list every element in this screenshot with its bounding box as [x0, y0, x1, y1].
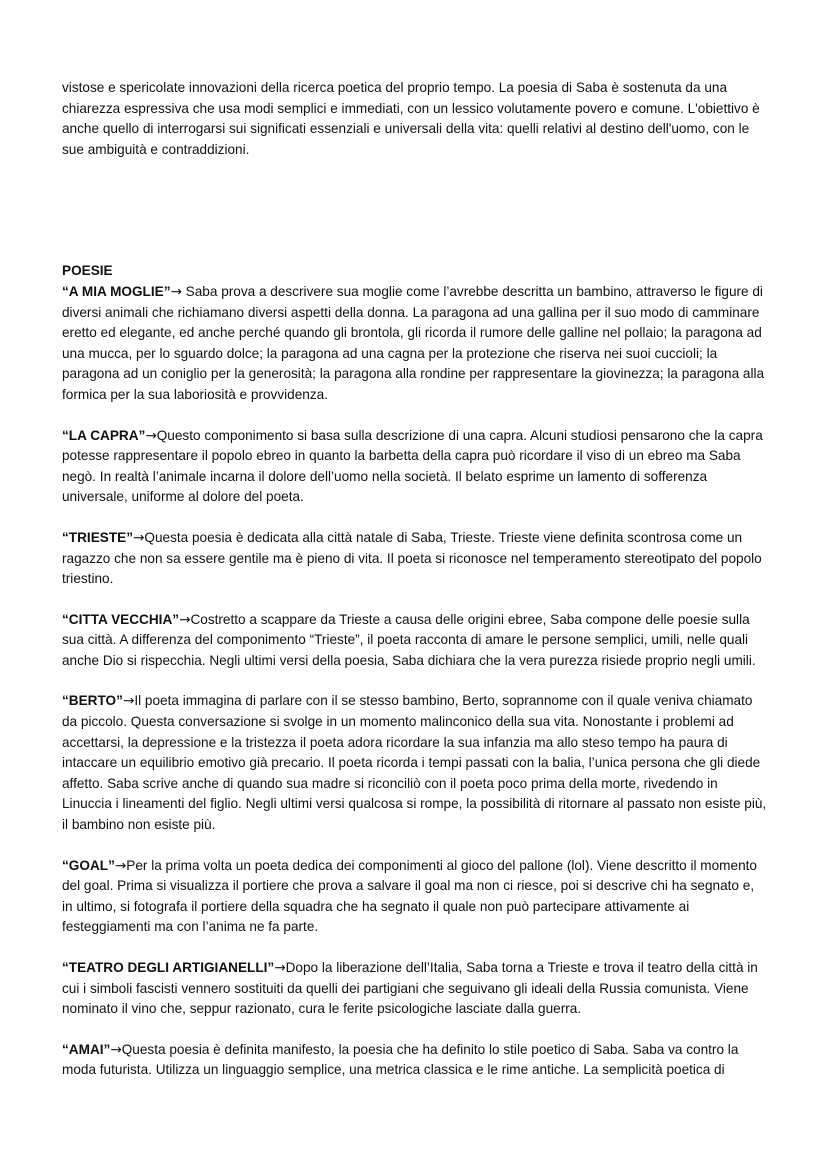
poem-entry: [62, 958, 768, 1020]
arrow-icon: →: [145, 427, 157, 444]
poem-title: “BERTO”: [62, 693, 123, 709]
poem-description: Dopo la liberazione dell’Italia, Saba torna a Trieste e trova il teatro della città in cui i simboli fascisti vennero sostituiti da quelli dei partigiani che seguivano gli ideali della Russia comunista. Viene nominato il vino che, seppur razionato, cura le ferite psicologiche lasciate dalla guerra.: [62, 960, 758, 1017]
poem-description: Questa poesia è dedicata alla città natale di Saba, Trieste. Trieste viene definita scontrosa come un ragazzo che non sa essere gentile ma è pieno di vita. Il poeta si riconosce nel temperamento stereotipato del popolo triestino.: [62, 529, 762, 587]
poem-title: “A MIA MOGLIE”: [62, 283, 171, 299]
intro-paragraph: vistose e spericolate innovazioni della ricerca poetica del proprio tempo. La poesia di Saba è sostenuta da una chiarezza espressiva che usa modi semplici e immediati, con un lessico volutamente povero e comune. L'obiettivo è anche quello di interrogarsi sui significati essenziali e universali della vita: quelli relativi al destino dell'uomo, con le sue ambiguità e contraddizioni.: [62, 80, 760, 157]
poem-entry: [62, 282, 768, 406]
poem-entry: [62, 856, 768, 938]
poem-title: “GOAL”: [62, 857, 115, 873]
poem-description: Questo componimento si basa sulla descrizione di una capra. Alcuni studiosi pensarono che la capra potesse rappresentare il popolo ebreo in quanto la barbetta della capra può ricordare il viso di un ebreo ma Saba negò. In realtà l’animale incarna il dolore dell’uomo nella società. Il belato esprime un lamento di sofferenza universale, uniforme al dolore del poeta.: [62, 427, 763, 505]
poem-description: Saba prova a descrivere sua moglie come l’avrebbe descritta un bambino, attraverso le figure di diversi animali che richiamano diversi aspetti della donna. La paragona ad una gallina per il suo modo di camminare eretto ed elegante, ed anche perché quando gli brontola, gli ricorda il rumore delle galline nel pollaio; la paragona ad una mucca, per lo sguardo dolce; la paragona ad una cagna per la protezione che riserva nei suoi cuccioli; la paragona ad un coniglio per la generosità; la paragona alla rondine per rappresentare la giovinezza; la paragona alla formica per la sua laboriosità e provvidenza.: [62, 283, 765, 402]
document-page: [62, 78, 768, 1101]
poem-description: Questa poesia è definita manifesto, la poesia che ha definito lo stile poetico di Saba. Saba va contro la moda futurista. Utilizza un linguaggio semplice, una metrica classica e le rime antiche. La semplicità poetica di: [62, 1041, 739, 1078]
poem-description: Costretto a scappare da Trieste a causa delle origini ebree, Saba compone delle poesie sulla sua città. A differenza del componimento “Trieste”, il poeta racconta di amare le persone semplici, umili, nelle quali anche Dio si rispecchia. Negli ultimi versi della poesia, Saba dichiara che la vera purezza risiede proprio negli umili.: [62, 611, 756, 668]
section-title: POESIE: [62, 263, 113, 279]
arrow-icon: →: [110, 1041, 122, 1058]
poem-description: Il poeta immagina di parlare con il se stesso bambino, Berto, soprannome con il quale veniva chiamato da piccolo. Questa conversazione si svolge in un momento malinconico della sua vita. Nonostante i problemi ad accettarsi, la depressione e la tristezza il poeta adora ricordare la sua infanzia ma allo steso tempo ha paura di intaccare un equilibrio emotivo già precario. Il poeta ricorda i tempi passati con la balia, l’unica persona che gli diede affetto. Saba scrive anche di quando sua madre si riconciliò con il poeta poco prima della morte, rivedendo in Linuccia i lineamenti del figlio. Negli ultimi versi qualcosa si rompe, la possibilità di ritornare al passato non esiste più, il bambino non esiste più.: [62, 693, 767, 833]
poem-description: Per la prima volta un poeta dedica dei componimenti al gioco del pallone (lol). Viene descritto il momento del goal. Prima si visualizza il portiere che prova a salvare il goal ma non ci riesce, poi si descrive chi ha segnato e, in ultimo, si fotografa il portiere della squadra che ha segnato il quale non può partecipare attivamente ai festeggiamenti ma con l’anima ne fa parte.: [62, 857, 757, 935]
poem-entry: [62, 1040, 768, 1081]
poem-entry: [62, 691, 768, 835]
arrow-icon: →: [133, 529, 145, 546]
poem-title: “TEATRO DEGLI ARTIGIANELLI”: [62, 960, 275, 975]
arrow-icon: →: [170, 283, 182, 300]
poem-title: “CITTA VECCHIA”: [62, 611, 180, 627]
arrow-icon: →: [122, 693, 135, 710]
poem-entry: [62, 528, 768, 590]
poem-title: “LA CAPRA”: [62, 427, 146, 443]
arrow-icon: →: [179, 611, 191, 628]
poem-title: “TRIESTE”: [62, 529, 133, 545]
arrow-icon: →: [114, 857, 127, 874]
poem-title: “AMAI”: [62, 1041, 111, 1057]
arrow-icon: →: [274, 960, 286, 976]
poem-entry: [62, 426, 768, 508]
poem-entry: [62, 610, 768, 672]
